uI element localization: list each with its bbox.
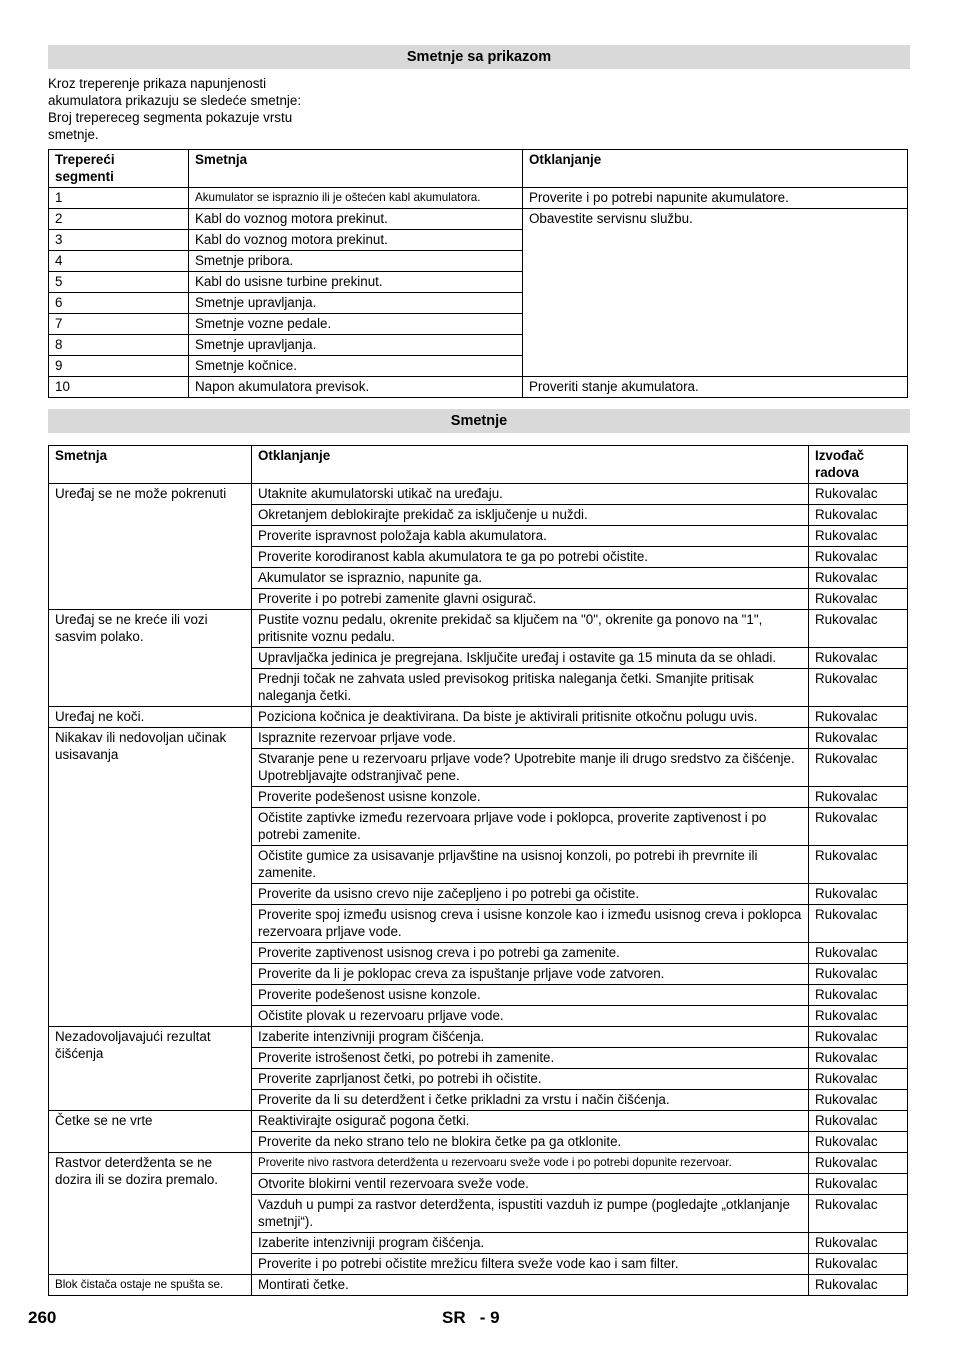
performer: Rukovalac bbox=[809, 669, 908, 707]
remedy-description: Proverite podešenost usisne konzole. bbox=[252, 787, 809, 808]
performer: Rukovalac bbox=[809, 846, 908, 884]
remedy-description: Proverite i po potrebi očistite mrežicu filtera sveže vode kao i sam filter. bbox=[252, 1254, 809, 1275]
remedy-description: Reaktivirajte osigurač pogona četki. bbox=[252, 1111, 809, 1132]
header-segments: Trepereći segmenti bbox=[49, 150, 189, 188]
remedy-description: Upravljačka jedinica je pregrejana. Isključite uređaj i ostavite ga 15 minuta da se ohladi. bbox=[252, 648, 809, 669]
remedy-description: Izaberite intenzivniji program čišćenja. bbox=[252, 1233, 809, 1254]
segment-number: 10 bbox=[49, 377, 189, 398]
fault-description: Napon akumulatora previsok. bbox=[189, 377, 523, 398]
remedy-description: Obavestite servisnu službu. bbox=[523, 209, 908, 377]
table-row bbox=[49, 377, 908, 398]
table-row bbox=[49, 188, 908, 209]
segment-number: 4 bbox=[49, 251, 189, 272]
remedy-description: Otvorite blokirni ventil rezervoara sveže vode. bbox=[252, 1174, 809, 1195]
intro-line: Broj trepereceg segmenta pokazuje vrstu bbox=[48, 110, 293, 125]
remedy-description: Očistite zaptivke između rezervoara prljave vode i poklopca, proverite zaptivenost i po potrebi zamenite. bbox=[252, 808, 809, 846]
performer: Rukovalac bbox=[809, 728, 908, 749]
performer: Rukovalac bbox=[809, 943, 908, 964]
remedy-description: Proverite da neko strano telo ne blokira četke pa ga otklonite. bbox=[252, 1132, 809, 1153]
page-code: SR - 9 bbox=[442, 1308, 500, 1327]
performer: Rukovalac bbox=[809, 749, 908, 787]
fault-description: Kabl do voznog motora prekinut. bbox=[189, 209, 523, 230]
remedy-description: Proverite podešenost usisne konzole. bbox=[252, 985, 809, 1006]
remedy-description: Očistite plovak u rezervoaru prljave vode. bbox=[252, 1006, 809, 1027]
performer: Rukovalac bbox=[809, 1195, 908, 1233]
remedy-description: Proverite i po potrebi napunite akumulatore. bbox=[523, 188, 908, 209]
intro-line: Kroz treperenje prikaza napunjenosti bbox=[48, 76, 267, 91]
fault-description: Nezadovoljavajući rezultat čišćenja bbox=[49, 1027, 252, 1111]
performer: Rukovalac bbox=[809, 1027, 908, 1048]
segment-number: 9 bbox=[49, 356, 189, 377]
header-remedy: Otklanjanje bbox=[523, 150, 908, 188]
remedy-description: Proverite istrošenost četki, po potrebi ih zamenite. bbox=[252, 1048, 809, 1069]
intro-line: smetnje. bbox=[48, 127, 99, 142]
remedy-description: Akumulator se ispraznio, napunite ga. bbox=[252, 568, 809, 589]
faults-table bbox=[48, 445, 908, 1296]
performer: Rukovalac bbox=[809, 648, 908, 669]
table-row bbox=[49, 1111, 908, 1132]
performer: Rukovalac bbox=[809, 884, 908, 905]
table-row bbox=[49, 707, 908, 728]
remedy-description: Proverite da li su deterdžent i četke prikladni za vrstu i način čišćenja. bbox=[252, 1090, 809, 1111]
performer: Rukovalac bbox=[809, 808, 908, 846]
fault-description: Kabl do voznog motora prekinut. bbox=[189, 230, 523, 251]
fault-description: Uređaj se ne može pokrenuti bbox=[49, 484, 252, 610]
performer: Rukovalac bbox=[809, 1006, 908, 1027]
performer: Rukovalac bbox=[809, 1275, 908, 1296]
fault-description: Smetnje pribora. bbox=[189, 251, 523, 272]
fault-description: Blok čistača ostaje ne spušta se. bbox=[49, 1275, 252, 1296]
header-performer: Izvođač radova bbox=[809, 446, 908, 484]
remedy-description: Izaberite intenzivniji program čišćenja. bbox=[252, 1027, 809, 1048]
performer: Rukovalac bbox=[809, 1090, 908, 1111]
performer: Rukovalac bbox=[809, 505, 908, 526]
remedy-description: Proverite da li je poklopac creva za ispuštanje prljave vode zatvoren. bbox=[252, 964, 809, 985]
fault-description: Uređaj ne koči. bbox=[49, 707, 252, 728]
performer: Rukovalac bbox=[809, 1254, 908, 1275]
fault-description: Rastvor deterdženta se ne dozira ili se dozira premalo. bbox=[49, 1153, 252, 1275]
segment-number: 3 bbox=[49, 230, 189, 251]
table-row bbox=[49, 209, 908, 230]
performer: Rukovalac bbox=[809, 707, 908, 728]
remedy-description: Vazduh u pumpi za rastvor deterdženta, ispustiti vazduh iz pumpe (pogledajte „otklanjanje smetnji“). bbox=[252, 1195, 809, 1233]
section-title-faults: Smetnje bbox=[48, 409, 910, 433]
remedy-description: Stvaranje pene u rezervoaru prljave vode? Upotrebite manje ili drugo sredstvo za čišćenje. Upotrebljavajte odstranjivač pene. bbox=[252, 749, 809, 787]
performer: Rukovalac bbox=[809, 589, 908, 610]
segment-number: 1 bbox=[49, 188, 189, 209]
table-row bbox=[49, 728, 908, 749]
page-number: 260 bbox=[28, 1308, 57, 1327]
performer: Rukovalac bbox=[809, 568, 908, 589]
segment-number: 5 bbox=[49, 272, 189, 293]
header-remedy: Otklanjanje bbox=[252, 446, 809, 484]
section-title-display-faults: Smetnje sa prikazom bbox=[48, 45, 910, 69]
header-fault: Smetnja bbox=[189, 150, 523, 188]
remedy-description: Očistite gumice za usisavanje prljavštine na usisnoj konzoli, po potrebi ih prevrnite ili zamenite. bbox=[252, 846, 809, 884]
fault-description: Kabl do usisne turbine prekinut. bbox=[189, 272, 523, 293]
remedy-description: Proverite zaptivenost usisnog creva i po potrebi ga zamenite. bbox=[252, 943, 809, 964]
performer: Rukovalac bbox=[809, 547, 908, 568]
performer: Rukovalac bbox=[809, 526, 908, 547]
segment-number: 8 bbox=[49, 335, 189, 356]
remedy-description: Ispraznite rezervoar prljave vode. bbox=[252, 728, 809, 749]
remedy-description: Proverite spoj između usisnog creva i usisne konzole kao i između usisnog creva i poklopca rezervoara prljave vode. bbox=[252, 905, 809, 943]
fault-description: Smetnje vozne pedale. bbox=[189, 314, 523, 335]
remedy-description: Utaknite akumulatorski utikač na uređaju. bbox=[252, 484, 809, 505]
fault-description: Uređaj se ne kreće ili vozi sasvim polako. bbox=[49, 610, 252, 707]
performer: Rukovalac bbox=[809, 1233, 908, 1254]
remedy-description: Montirati četke. bbox=[252, 1275, 809, 1296]
remedy-description: Poziciona kočnica je deaktivirana. Da biste je aktivirali pritisnite otkočnu polugu uvis. bbox=[252, 707, 809, 728]
performer: Rukovalac bbox=[809, 1132, 908, 1153]
remedy-description: Prednji točak ne zahvata usled previsokog pritiska naleganja četki. Smanjite pritisak naleganja četki. bbox=[252, 669, 809, 707]
table-row bbox=[49, 1027, 908, 1048]
segment-number: 2 bbox=[49, 209, 189, 230]
remedy-description: Proverite i po potrebi zamenite glavni osigurač. bbox=[252, 589, 809, 610]
table-row bbox=[49, 484, 908, 505]
fault-description: Smetnje kočnice. bbox=[189, 356, 523, 377]
remedy-description: Pustite voznu pedalu, okrenite prekidač sa ključem na "0", okrenite ga ponovo na "1", pritisnite voznu pedalu. bbox=[252, 610, 809, 648]
display-faults-table bbox=[48, 149, 908, 398]
remedy-description: Proverite ispravnost položaja kabla akumulatora. bbox=[252, 526, 809, 547]
remedy-description: Proverite zaprljanost četki, po potrebi ih očistite. bbox=[252, 1069, 809, 1090]
table-row bbox=[49, 1153, 908, 1174]
performer: Rukovalac bbox=[809, 484, 908, 505]
remedy-description: Proverite nivo rastvora deterdženta u rezervoaru sveže vode i po potrebi dopunite rezervoar. bbox=[252, 1153, 809, 1174]
intro-paragraph bbox=[48, 75, 338, 143]
fault-description: Akumulator se ispraznio ili je oštećen kabl akumulatora. bbox=[189, 188, 523, 209]
segment-number: 7 bbox=[49, 314, 189, 335]
performer: Rukovalac bbox=[809, 905, 908, 943]
performer: Rukovalac bbox=[809, 1048, 908, 1069]
fault-description: Smetnje upravljanja. bbox=[189, 293, 523, 314]
performer: Rukovalac bbox=[809, 1153, 908, 1174]
performer: Rukovalac bbox=[809, 964, 908, 985]
table-row bbox=[49, 1275, 908, 1296]
segment-number: 6 bbox=[49, 293, 189, 314]
remedy-description: Proverite korodiranost kabla akumulatora te ga po potrebi očistite. bbox=[252, 547, 809, 568]
fault-description: Četke se ne vrte bbox=[49, 1111, 252, 1153]
remedy-description: Proverite da usisno crevo nije začepljeno i po potrebi ga očistite. bbox=[252, 884, 809, 905]
performer: Rukovalac bbox=[809, 610, 908, 648]
performer: Rukovalac bbox=[809, 985, 908, 1006]
performer: Rukovalac bbox=[809, 1174, 908, 1195]
performer: Rukovalac bbox=[809, 1069, 908, 1090]
performer: Rukovalac bbox=[809, 787, 908, 808]
intro-line: akumulatora prikazuju se sledeće smetnje: bbox=[48, 93, 302, 108]
table-row bbox=[49, 610, 908, 648]
fault-description: Smetnje upravljanja. bbox=[189, 335, 523, 356]
remedy-description: Proveriti stanje akumulatora. bbox=[523, 377, 908, 398]
header-fault: Smetnja bbox=[49, 446, 252, 484]
fault-description: Nikakav ili nedovoljan učinak usisavanja bbox=[49, 728, 252, 1027]
performer: Rukovalac bbox=[809, 1111, 908, 1132]
remedy-description: Okretanjem deblokirajte prekidač za isključenje u nuždi. bbox=[252, 505, 809, 526]
